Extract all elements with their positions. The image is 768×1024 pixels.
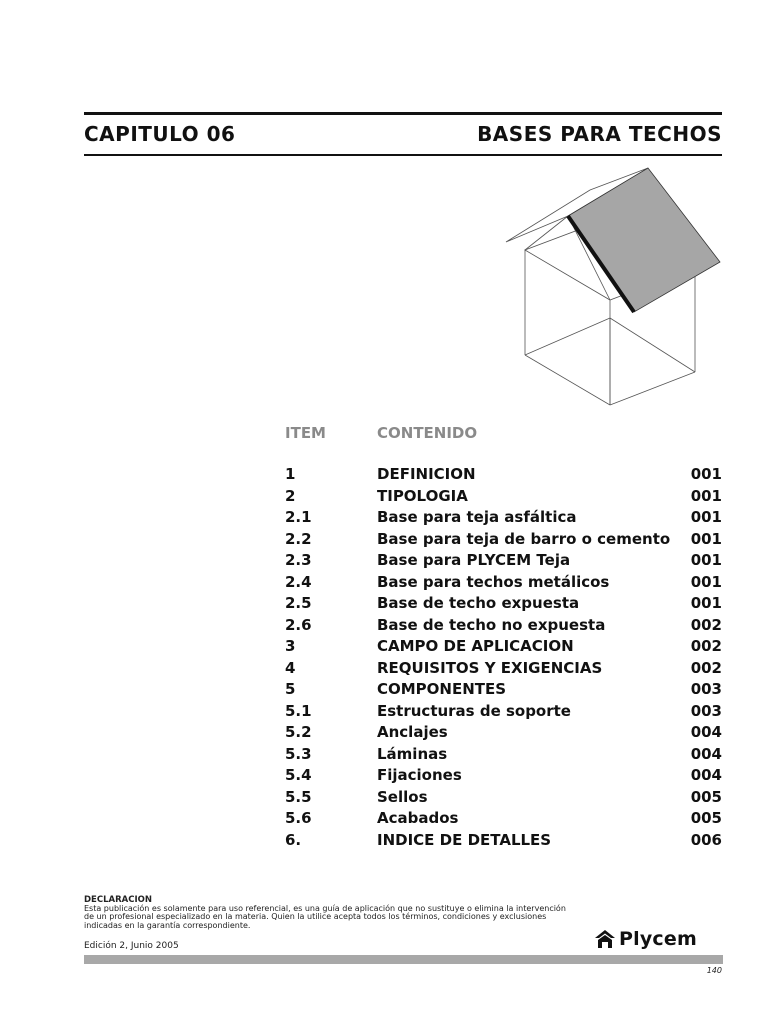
toc-item-number: 4 (285, 658, 296, 677)
table-of-contents (0, 464, 768, 851)
toc-item-page: 001 (690, 465, 722, 483)
toc-row (0, 808, 768, 830)
toc-item-label: Base para PLYCEM Teja (377, 551, 571, 569)
toc-item-number: 5.1 (285, 701, 312, 720)
toc-row (0, 507, 768, 529)
toc-item-page: 004 (690, 744, 722, 763)
toc-row (0, 464, 768, 486)
toc-row (0, 744, 768, 766)
toc-item-page: 005 (690, 787, 722, 806)
toc-item-label: Fijaciones (377, 766, 462, 784)
toc-item-number: 5.2 (285, 723, 312, 741)
toc-item-number: 2.5 (285, 594, 312, 612)
toc-header-item: ITEM (285, 424, 326, 442)
toc-row (0, 765, 768, 787)
top-rule (84, 112, 722, 115)
toc-item-page: 002 (690, 615, 722, 634)
toc-item-number: 3 (285, 637, 296, 655)
declaration-title: DECLARACION (84, 895, 152, 905)
toc-item-number: 1 (285, 465, 296, 483)
toc-item-page: 002 (690, 637, 722, 655)
header-rule (84, 154, 722, 156)
house-logo-icon (594, 929, 616, 949)
toc-item-label: REQUISITOS Y EXIGENCIAS (377, 658, 603, 677)
toc-item-label: Base para teja de barro o cemento (377, 529, 671, 548)
toc-item-page: 001 (690, 529, 722, 548)
toc-item-label: DEFINICION (377, 465, 476, 483)
toc-item-number: 2.3 (285, 551, 312, 569)
toc-item-number: 5.6 (285, 809, 312, 827)
toc-item-label: Base de techo no expuesta (377, 615, 606, 634)
toc-item-label: Acabados (377, 809, 459, 827)
toc-item-number: 2.4 (285, 572, 312, 591)
toc-item-page: 002 (690, 658, 722, 677)
toc-row (0, 679, 768, 701)
toc-item-label: CAMPO DE APLICACION (377, 637, 574, 655)
toc-row (0, 593, 768, 615)
toc-row (0, 572, 768, 594)
toc-row (0, 830, 768, 852)
toc-row (0, 787, 768, 809)
toc-row (0, 550, 768, 572)
toc-item-label: TIPOLOGIA (377, 486, 468, 505)
toc-item-page: 001 (690, 572, 722, 591)
toc-item-page: 004 (690, 766, 722, 784)
page-title: BASES PARA TECHOS (477, 122, 722, 146)
toc-item-page: 001 (690, 594, 722, 612)
page-number: 140 (706, 966, 722, 975)
edition-label: Edición 2, Junio 2005 (84, 941, 179, 951)
toc-item-label: INDICE DE DETALLES (377, 830, 552, 849)
toc-item-label: Anclajes (377, 723, 448, 741)
toc-row (0, 636, 768, 658)
toc-row (0, 486, 768, 508)
toc-item-page: 003 (690, 701, 722, 720)
toc-item-page: 004 (690, 723, 722, 741)
toc-item-number: 6. (285, 830, 302, 849)
toc-item-label: Láminas (377, 744, 448, 763)
toc-row (0, 701, 768, 723)
chapter-label: CAPITULO 06 (84, 122, 236, 146)
footer-bar (84, 955, 723, 964)
toc-item-number: 2 (285, 486, 296, 505)
toc-item-label: Base para teja asfáltica (377, 508, 577, 526)
toc-item-page: 001 (690, 551, 722, 569)
toc-item-page: 001 (690, 508, 722, 526)
declaration (84, 896, 574, 930)
toc-item-number: 5.4 (285, 766, 312, 784)
house-roof-illustration (500, 160, 730, 410)
toc-item-page: 003 (690, 680, 722, 698)
toc-row (0, 722, 768, 744)
toc-item-number: 2.6 (285, 615, 312, 634)
toc-row (0, 529, 768, 551)
toc-item-label: COMPONENTES (377, 680, 507, 698)
plycem-logo (594, 926, 697, 952)
toc-item-label: Base para techos metálicos (377, 572, 610, 591)
toc-item-page: 006 (690, 830, 722, 849)
toc-item-label: Sellos (377, 787, 428, 806)
toc-item-page: 001 (690, 486, 722, 505)
toc-item-label: Base de techo expuesta (377, 594, 580, 612)
toc-item-number: 2.1 (285, 508, 312, 526)
toc-item-number: 5.3 (285, 744, 312, 763)
toc-item-number: 5 (285, 680, 296, 698)
toc-item-label: Estructuras de soporte (377, 701, 571, 720)
toc-item-number: 2.2 (285, 529, 312, 548)
toc-item-page: 005 (690, 809, 722, 827)
logo-text: Plycem (619, 928, 697, 950)
toc-item-number: 5.5 (285, 787, 312, 806)
toc-header-content: CONTENIDO (377, 424, 478, 442)
toc-row (0, 615, 768, 637)
declaration-text: Esta publicación es solamente para uso referencial, es una guía de aplicación que no sustituye o elimina la intervención de un profesional especializado en la materia. Quien la utilice acepta todos los términos, condiciones y exclusiones indicadas en la garantía correspondiente. (84, 903, 566, 930)
toc-row (0, 658, 768, 680)
